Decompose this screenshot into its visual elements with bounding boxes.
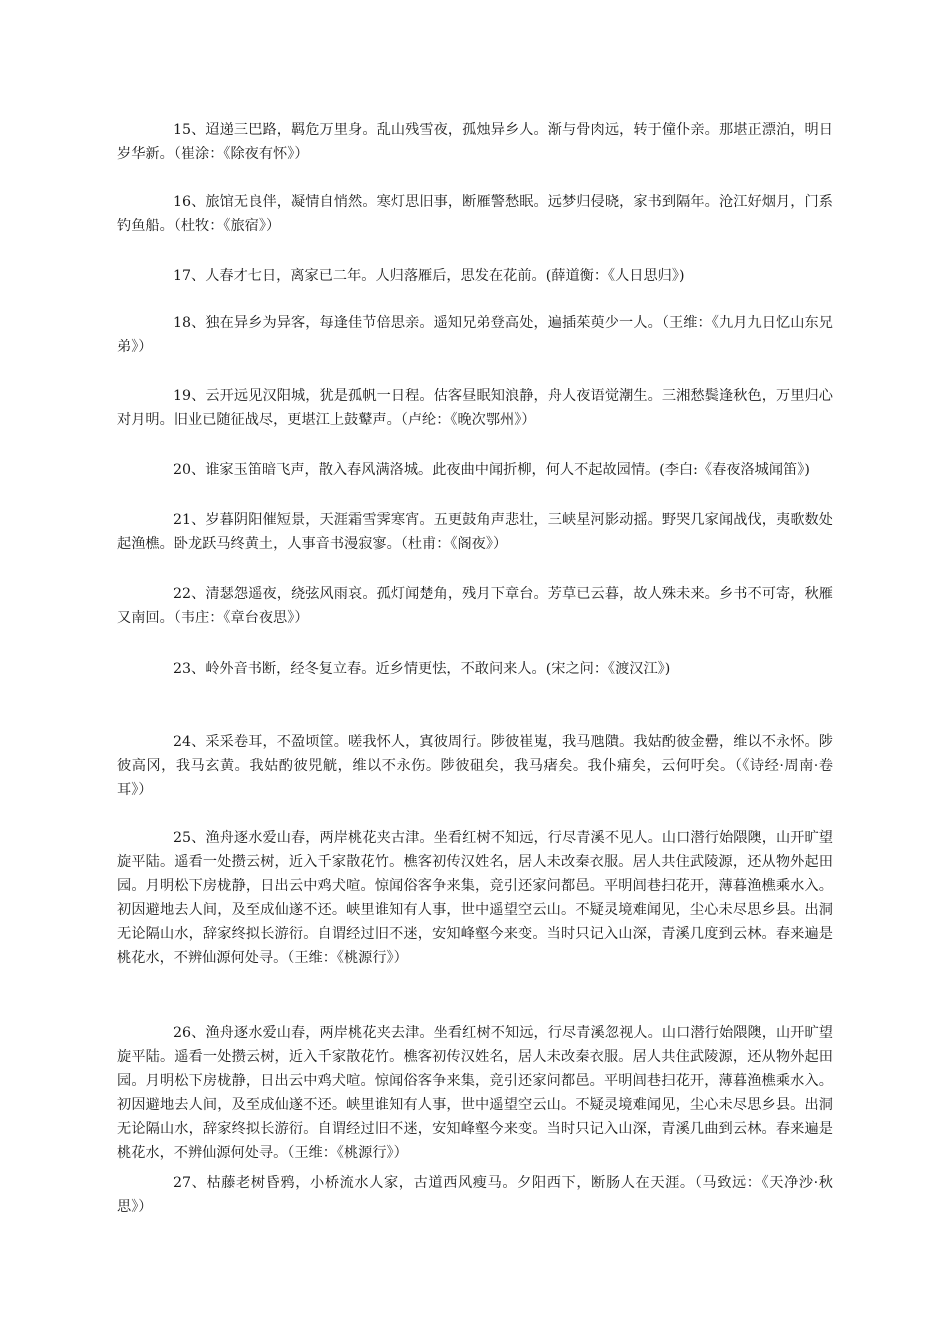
poem-paragraph-19: 19、云开远见汉阳城，犹是孤帆一日程。估客昼眠知浪静，舟人夜语觉潮生。三湘愁鬓逢秋色，万里归心对月明。旧业已随征战尽，更堪江上鼓鼙声。（卢纶：《晚次鄂州》） (117, 388, 833, 428)
poem-paragraph-22: 22、清瑟怨遥夜，绕弦风雨哀。孤灯闻楚角，残月下章台。芳草已云暮，故人殊未来。乡书不可寄，秋雁又南回。（韦庄：《章台夜思》） (117, 586, 833, 626)
poem-paragraph-24: 24、采采卷耳，不盈顷筐。嗟我怀人，寘彼周行。陟彼崔嵬，我马虺隤。我姑酌彼金罍，维以不永怀。陟彼高冈，我马玄黄。我姑酌彼兕觥，维以不永伤。陟彼砠矣，我马瘏矣。我仆痡矣，云何吁矣。（《诗经·周南·卷耳》） (117, 734, 833, 798)
poem-paragraph-16: 16、旅馆无良伴，凝情自悄然。寒灯思旧事，断雁警愁眠。远梦归侵晓，家书到隔年。沧江好烟月，门系钓鱼船。（杜牧：《旅宿》） (117, 194, 833, 234)
poem-paragraph-23: 23、岭外音书断，经冬复立春。近乡情更怯，不敢问来人。(宋之问：《渡汉江》) (173, 661, 671, 677)
poem-paragraph-15: 15、迢递三巴路，羁危万里身。乱山残雪夜，孤烛异乡人。渐与骨肉远，转于僮仆亲。那堪正漂泊，明日岁华新。（崔涂：《除夜有怀》） (117, 122, 833, 162)
poem-paragraph-27: 27、枯藤老树昏鸦，小桥流水人家，古道西风瘦马。夕阳西下，断肠人在天涯。（马致远：《天净沙·秋思》） (117, 1175, 833, 1215)
poem-paragraph-20: 20、谁家玉笛暗飞声，散入春风满洛城。此夜曲中闻折柳，何人不起故园情。(李白:《春夜洛城闻笛》) (173, 462, 810, 478)
poem-paragraph-21: 21、岁暮阴阳催短景，天涯霜雪霁寒宵。五更鼓角声悲壮，三峡星河影动摇。野哭几家闻战伐，夷歌数处起渔樵。卧龙跃马终黄土，人事音书漫寂寥。（杜甫：《阁夜》） (117, 512, 833, 552)
poem-paragraph-26: 26、渔舟逐水爱山春，两岸桃花夹去津。坐看红树不知远，行尽青溪忽视人。山口潜行始隈隩，山开旷望旋平陆。遥看一处攒云树，近入千家散花竹。樵客初传汉姓名，居人未改秦衣服。居人共住武陵源，还从物外起田园。月明松下房栊静，日出云中鸡犬喧。惊闻俗客争来集，竞引还家问都邑。平明闾巷扫花开，薄暮渔樵乘水入。初因避地去人间，及至成仙遂不还。峡里谁知有人事，世中遥望空云山。不疑灵境难闻见，尘心未尽思乡县。出洞无论隔山水，辞家终拟长游衍。自谓经过旧不迷，安知峰壑今来变。当时只记入山深，青溪几曲到云林。春来遍是桃花水，不辨仙源何处寻。（王维：《桃源行》） (117, 1025, 833, 1161)
poem-paragraph-17: 17、人春才七日，离家已二年。人归落雁后，思发在花前。(薛道衡：《人日思归》) (173, 268, 685, 284)
poem-paragraph-18: 18、独在异乡为异客，每逢佳节倍思亲。遥知兄弟登高处，遍插茱萸少一人。（王维：《九月九日忆山东兄弟》） (117, 315, 833, 355)
poem-paragraph-25: 25、渔舟逐水爱山春，两岸桃花夹古津。坐看红树不知远，行尽青溪不见人。山口潜行始隈隩，山开旷望旋平陆。遥看一处攒云树，近入千家散花竹。樵客初传汉姓名，居人未改秦衣服。居人共住武陵源，还从物外起田园。月明松下房栊静，日出云中鸡犬喧。惊闻俗客争来集，竞引还家问都邑。平明闾巷扫花开，薄暮渔樵乘水入。初因避地去人间，及至成仙遂不还。峡里谁知有人事，世中遥望空云山。不疑灵境难闻见，尘心未尽思乡县。出洞无论隔山水，辞家终拟长游衍。自谓经过旧不迷，安知峰壑今来变。当时只记入山深，青溪几度到云林。春来遍是桃花水，不辨仙源何处寻。（王维：《桃源行》） (117, 830, 833, 966)
